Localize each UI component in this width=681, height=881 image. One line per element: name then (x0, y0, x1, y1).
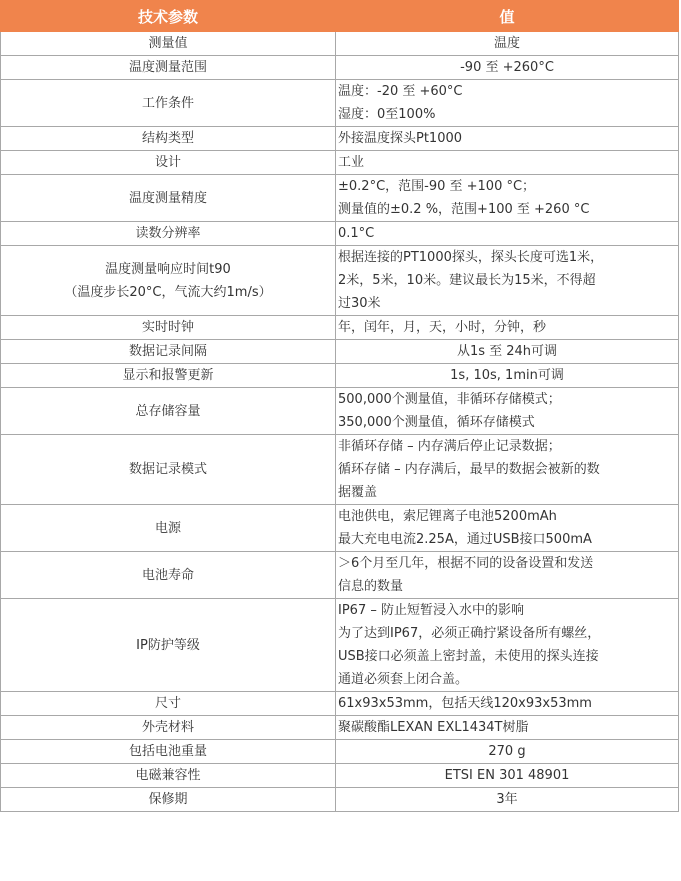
table-row (1, 435, 679, 505)
value-line: 2米，5米，10米。建议最长为15米，不得超 (338, 273, 596, 288)
value-line: 湿度：0至100% (338, 107, 436, 122)
header-row (1, 1, 679, 32)
row-value: 从1s 至 24h可调 (336, 340, 679, 364)
value-line: ＞6个月至几年，根据不同的设备设置和发送 (338, 556, 594, 571)
row-value: 61x93x53mm，包括天线120x93x53mm (336, 692, 679, 716)
table-row (1, 364, 679, 388)
row-param: 结构类型 (1, 127, 336, 151)
row-value: ETSI EN 301 48901 (336, 764, 679, 788)
row-param: 外壳材料 (1, 716, 336, 740)
header-param: 技术参数 (1, 1, 336, 32)
value-line: ±0.2°C，范围-90 至 +100 °C； (338, 179, 536, 194)
table-row (1, 599, 679, 692)
row-param (1, 246, 336, 316)
value-line: IP67 – 防止短暂浸入水中的影响 (338, 603, 524, 618)
row-value (336, 80, 679, 127)
row-param: IP防护等级 (1, 599, 336, 692)
value-line: 测量值的±0.2 %，范围+100 至 +260 °C (338, 202, 590, 217)
row-param: 数据记录间隔 (1, 340, 336, 364)
value-line: 信息的数量 (338, 579, 404, 594)
table-row (1, 740, 679, 764)
row-value (336, 505, 679, 552)
row-param: 电磁兼容性 (1, 764, 336, 788)
table-row (1, 175, 679, 222)
table-row (1, 692, 679, 716)
row-value: 外接温度探头Pt1000 (336, 127, 679, 151)
table-row (1, 151, 679, 175)
table-row (1, 127, 679, 151)
row-value: 3年 (336, 788, 679, 812)
value-line: 根据连接的PT1000探头，探头长度可选1米， (338, 250, 604, 265)
row-param: 温度测量范围 (1, 56, 336, 80)
row-param: 尺寸 (1, 692, 336, 716)
value-line: 温度：-20 至 +60°C (338, 84, 463, 99)
value-line: 电池供电，索尼锂离子电池5200mAh (338, 509, 557, 524)
row-value: 工业 (336, 151, 679, 175)
row-value (336, 552, 679, 599)
table-row (1, 788, 679, 812)
table-row (1, 388, 679, 435)
row-value: 0.1°C (336, 222, 679, 246)
row-param: 显示和报警更新 (1, 364, 336, 388)
row-param: 测量值 (1, 32, 336, 56)
row-value (336, 388, 679, 435)
row-value: 年，闰年，月，天，小时，分钟，秒 (336, 316, 679, 340)
row-param: 保修期 (1, 788, 336, 812)
table-row (1, 246, 679, 316)
value-line: 过30米 (338, 296, 381, 311)
row-param: 电源 (1, 505, 336, 552)
row-value (336, 435, 679, 505)
table-row (1, 316, 679, 340)
row-value (336, 246, 679, 316)
table-row (1, 340, 679, 364)
row-value: -90 至 +260°C (336, 56, 679, 80)
table-row (1, 505, 679, 552)
value-line: 循环存储 – 内存满后，最早的数据会被新的数 (338, 462, 600, 477)
row-param: 电池寿命 (1, 552, 336, 599)
value-line: 非循环存储 – 内存满后停止记录数据； (338, 439, 561, 454)
value-line: 500,000个测量值，非循环存储模式； (338, 392, 561, 407)
row-param: 总存储容量 (1, 388, 336, 435)
row-param: 读数分辨率 (1, 222, 336, 246)
value-line: 350,000个测量值，循环存储模式 (338, 415, 535, 430)
value-line: 通道必须套上闭合盖。 (338, 672, 469, 687)
table-row (1, 552, 679, 599)
header-value: 值 (336, 1, 679, 32)
value-line: 据覆盖 (338, 485, 378, 500)
row-param: 工作条件 (1, 80, 336, 127)
table-row (1, 716, 679, 740)
row-param: 设计 (1, 151, 336, 175)
row-value: 1s, 10s, 1min可调 (336, 364, 679, 388)
value-line: 为了达到IP67，必须正确拧紧设备所有螺丝， (338, 626, 601, 641)
row-value: 温度 (336, 32, 679, 56)
row-value: 聚碳酸酯LEXAN EXL1434T树脂 (336, 716, 679, 740)
param-line: 温度测量响应时间t90 (105, 261, 231, 277)
table-row (1, 764, 679, 788)
row-param: 实时时钟 (1, 316, 336, 340)
row-param: 包括电池重量 (1, 740, 336, 764)
param-line: （温度步长20°C，气流大约1m/s） (64, 284, 272, 300)
row-value (336, 599, 679, 692)
table-row (1, 32, 679, 56)
table-row (1, 56, 679, 80)
row-value: 270 g (336, 740, 679, 764)
value-line: 最大充电电流2.25A，通过USB接口500mA (338, 532, 592, 547)
value-line: USB接口必须盖上密封盖，未使用的探头连接 (338, 649, 599, 664)
table-row (1, 80, 679, 127)
row-value (336, 175, 679, 222)
row-param: 温度测量精度 (1, 175, 336, 222)
row-param: 数据记录模式 (1, 435, 336, 505)
table-row (1, 222, 679, 246)
